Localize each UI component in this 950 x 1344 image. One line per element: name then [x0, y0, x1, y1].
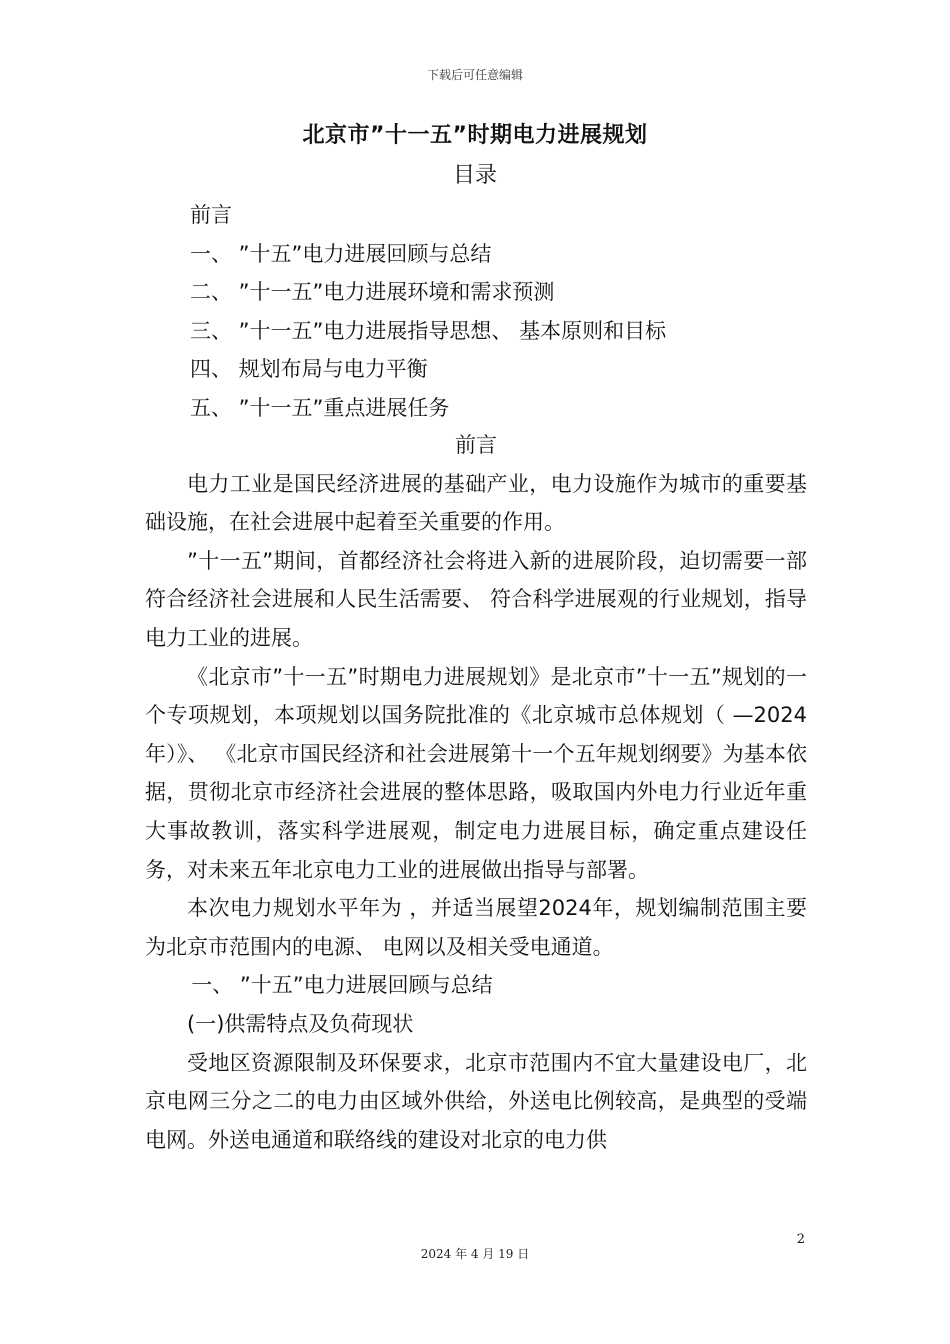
body-paragraph: ”十一五”期间，首都经济社会将进入新的进展阶段，迫切需要一部符合经济社会进展和人民生活需要、 符合科学进展观的行业规划，指导电力工业的进展。 — [145, 548, 807, 650]
toc-item: 一、 ”十五”电力进展回顾与总结 — [190, 241, 492, 266]
body-paragraph: 本次电力规划水平年为 ，并适当展望2024年，规划编制范围主要为北京市范围内的电源、 电网以及相关受电通道。 — [145, 896, 807, 959]
table-of-contents — [190, 196, 830, 427]
document-title: 北京市”十一五”时期电力进展规划 — [302, 123, 648, 148]
subsection-heading: (一)供需特点及负荷现状 — [187, 1011, 414, 1036]
toc-heading: 目录 — [452, 163, 497, 188]
section-heading: 一、 ”十五”电力进展回顾与总结 — [191, 973, 493, 998]
page-number: 2 — [796, 1232, 805, 1247]
toc-item: 四、 规划布局与电力平衡 — [190, 357, 428, 381]
document-body — [145, 426, 807, 1159]
toc-item: 前言 — [190, 203, 232, 227]
page-header-note: 下载后可任意编辑 — [426, 68, 523, 82]
body-paragraph: 受地区资源限制及环保要求，北京市范围内不宜大量建设电厂，北京电网三分之二的电力由区域外供给，外送电比例较高，是典型的受端电网。外送电通道和联络线的建设对北京的电力供 — [145, 1050, 807, 1152]
footer-date: 2024 年 4 月 19 日 — [420, 1247, 530, 1261]
preface-heading: 前言 — [455, 433, 497, 457]
toc-item: 二、 ”十一五”电力进展环境和需求预测 — [190, 280, 555, 304]
toc-item: 三、 ”十一五”电力进展指导思想、 基本原则和目标 — [190, 318, 667, 343]
body-paragraph: 电力工业是国民经济进展的基础产业，电力设施作为城市的重要基础设施，在社会进展中起着至关重要的作用。 — [145, 471, 807, 535]
toc-item: 五、 ”十一五”重点进展任务 — [190, 395, 450, 420]
body-paragraph: 《北京市”十一五”时期电力进展规划》是北京市”十一五”规划的一个专项规划，本项规划以国务院批准的《北京城市总体规划（ —2024 年）》、 《北京市国民经济和社会进展第十一个五年规划纲要》为基本依据，贯彻北京市经济社会进展的整体思路，吸取国内外电力行业近年重大事故教训，落实科学进展观，制定电力进展目标，确定重点建设任务，对未来五年北京电力工业的进展做出指导与部署。 — [145, 664, 807, 882]
